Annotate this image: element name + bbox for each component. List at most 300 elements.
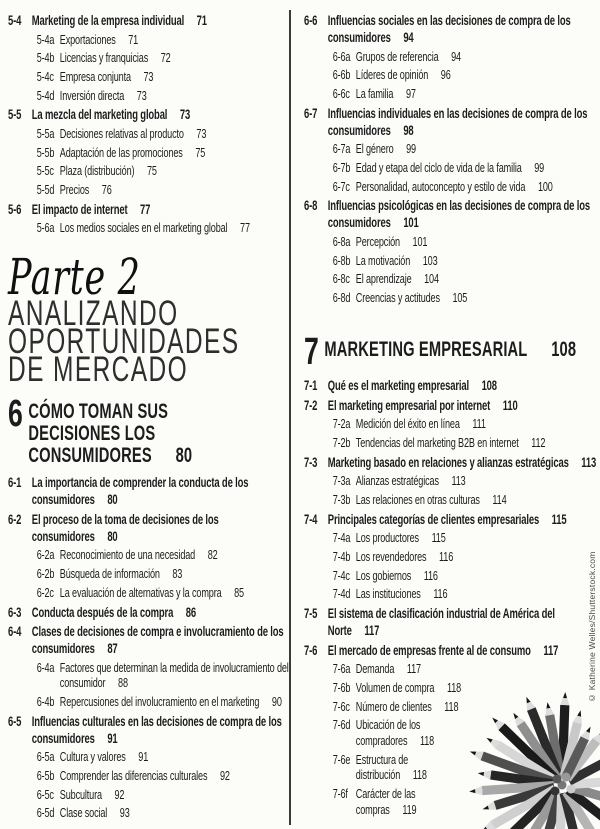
toc-entry-tail: compras 119	[355, 801, 417, 817]
toc-entry-tail: social 93	[84, 805, 130, 821]
toc-entry[interactable]	[333, 416, 599, 432]
toc-entry-tail: gobiernos 116	[372, 567, 438, 583]
toc-entry-title: Repercusiones del involucramiento en el marketing 90	[59, 694, 282, 710]
toc-entry-title: Decisiones relativas al producto 73	[59, 125, 207, 141]
toc-entry-title	[356, 661, 599, 677]
toc-entry-page: 80	[107, 528, 118, 544]
toc-entry[interactable]	[37, 694, 290, 710]
toc-entry-title: Licencias y franquicias 72	[59, 50, 171, 66]
toc-entry-page: 80	[107, 492, 118, 508]
toc-entry[interactable]	[304, 377, 599, 394]
toc-entry-tail: información 83	[114, 566, 183, 582]
toc-entry-tail: consumidores 101	[327, 215, 419, 231]
toc-entry[interactable]	[333, 271, 599, 287]
toc-entry[interactable]	[8, 12, 290, 29]
toc-entry-tail: internet 110	[456, 397, 518, 413]
toc-entry-number: 5-4c	[36, 68, 54, 84]
toc-entry-number: 7-4a	[332, 530, 351, 546]
toc-entry-number: 7-6e	[332, 751, 351, 767]
toc-entry-tail: clientes 118	[401, 698, 459, 714]
toc-entry[interactable]	[37, 768, 290, 784]
toc-entry-title: Los gobiernos 116	[355, 567, 438, 583]
toc-entry-title: La evaluación de alternativas y la compra 85	[59, 584, 244, 600]
chapter-heading[interactable]	[8, 392, 290, 467]
toc-entry-number: 7-1	[304, 378, 318, 394]
toc-entry-number: 6-8b	[332, 252, 351, 268]
toc-entry[interactable]	[37, 805, 290, 821]
toc-entry-number: 7-2a	[332, 416, 351, 432]
toc-entry-page: 108	[481, 378, 497, 394]
toc-entry-number: 6-5d	[36, 805, 55, 821]
toc-entry-page: 77	[240, 220, 250, 236]
toc-entry-tail: línea 111	[440, 416, 486, 432]
toc-entry[interactable]	[333, 530, 599, 546]
toc-entry-number: 6-5a	[36, 749, 55, 765]
toc-entry-number: 6-4b	[36, 694, 55, 710]
toc-entry-title: Los productores 115	[355, 530, 446, 546]
toc-entry-tail: culturales 92	[169, 767, 230, 783]
toc-entry[interactable]	[333, 492, 599, 508]
toc-entry-tail: individual 71	[141, 13, 207, 28]
toc-entry-page: 90	[271, 694, 282, 710]
toc-entry-page: 115	[551, 511, 567, 527]
toc-entry-number: 7-3	[304, 454, 318, 470]
toc-entry-page: 75	[146, 163, 157, 179]
toc-entry-page: 119	[402, 801, 417, 817]
toc-entry-number: 7-4d	[332, 586, 351, 602]
toc-entry-title: El marketing empresarial por internet 110	[327, 397, 518, 413]
toc-entry[interactable]	[304, 642, 599, 659]
toc-entry-tail: consumidores 80	[31, 528, 118, 544]
toc-entry-number: 7-4	[304, 511, 318, 527]
toc-entry-title: El impacto de internet 77	[31, 201, 151, 217]
toc-entry-number: 7-3a	[332, 473, 351, 489]
toc-entry-page: 85	[234, 584, 244, 600]
toc-entry-page: 116	[423, 567, 438, 583]
toc-entry[interactable]	[37, 749, 290, 765]
toc-entry[interactable]	[37, 50, 290, 66]
toc-entry[interactable]	[333, 290, 599, 306]
toc-entry-tail: internet 112	[489, 435, 546, 451]
toc-entry-number: 6-8a	[332, 233, 351, 249]
toc-entry-page: 91	[107, 730, 118, 746]
toc-entry-title: La importancia de comprender la conducta de los consumidores 80	[31, 475, 249, 508]
toc-entry-tail: género 99	[366, 141, 416, 157]
toc-column-left	[8, 10, 290, 824]
toc-entry-page: 75	[195, 144, 206, 160]
toc-entry-title: Influencias individuales en las decisiones de compra de los consumidores 98	[327, 105, 588, 138]
chapter-title	[28, 400, 192, 466]
toc-entry-number: 7-2	[304, 397, 318, 413]
toc-entry-page: 118	[419, 732, 435, 748]
chapter-number: 6	[8, 392, 23, 435]
toc-entry-tail: empresarial 108	[417, 378, 497, 394]
toc-entry-tail: compradores 118	[355, 732, 435, 748]
toc-entry-tail: culturas 114	[449, 491, 507, 507]
toc-entry-title: Empresa conjunta 73	[59, 68, 154, 84]
toc-entry[interactable]	[304, 454, 599, 471]
toc-entry-number: 7-4b	[332, 548, 351, 564]
toc-entry[interactable]	[333, 160, 599, 176]
toc-entry-page: 71	[128, 31, 139, 47]
toc-entry[interactable]	[37, 585, 290, 601]
toc-entry[interactable]	[37, 566, 290, 582]
toc-entry-tail: compra 118	[404, 679, 462, 695]
toc-entry-title: Medición del éxito en línea 111	[355, 416, 486, 432]
part-title-line: ANALIZANDO	[8, 293, 179, 333]
toc-entry-number: 6-6c	[332, 85, 350, 101]
toc-entry-page: 111	[472, 416, 486, 432]
toc-entry-title: La motivación 103	[355, 252, 438, 268]
toc-entry-page: 103	[422, 252, 438, 268]
toc-entry[interactable]	[333, 67, 599, 83]
toc-entry[interactable]	[333, 253, 599, 269]
toc-entry-title: Influencias culturales en las decisiones de compra de los consumidores 91	[31, 713, 282, 746]
toc-entry-page: 118	[444, 698, 459, 714]
column-divider	[289, 10, 291, 825]
toc-entry-title: Grupos de referencia 94	[355, 48, 461, 64]
toc-entry-number: 5-4b	[36, 50, 55, 66]
toc-entry-tail: Demanda 117	[355, 661, 421, 677]
toc-entry-number: 5-5	[8, 107, 22, 123]
toc-entry[interactable]	[304, 105, 599, 139]
toc-entry-tail: consumidores 80	[31, 492, 118, 508]
toc-entry-title: Influencias psicológicas en las decisiones de compra de los consumidores 101	[327, 198, 591, 231]
toc-entry-tail: revendedores 116	[372, 548, 454, 564]
toc-entry-title: Adaptación de las promociones 75	[59, 144, 206, 160]
toc-entry[interactable]	[333, 141, 599, 157]
toc-entry[interactable]	[37, 660, 290, 691]
toc-entry-page: 91	[138, 749, 149, 765]
toc-entry-title: Número de clientes 118	[355, 698, 459, 714]
toc-entry-page: 118	[412, 767, 427, 783]
toc-entry-tail: consumidores 91	[31, 730, 118, 746]
toc-entry-page: 76	[101, 182, 112, 198]
toc-entry-number: 6-8	[304, 198, 318, 214]
toc-entry-title	[60, 32, 290, 48]
toc-entry-tail: marketing 90	[220, 694, 282, 710]
toc-entry-number: 5-6	[8, 201, 22, 217]
toc-entry-page: 98	[403, 122, 414, 138]
toc-entry-tail: franquicias 72	[105, 50, 171, 66]
toc-entry-title: Clase social 93	[59, 805, 130, 821]
toc-entry-number: 5-4	[8, 13, 22, 28]
toc-entry-page: 110	[502, 397, 518, 413]
toc-entry-tail: promociones 75	[132, 144, 206, 160]
toc-entry-number: 6-6b	[332, 67, 351, 83]
toc-entry-tail: distribución 118	[355, 767, 427, 783]
toc-entry-tail: internet 77	[93, 201, 151, 217]
chapter-page: 80	[175, 443, 193, 467]
toc-entry-page: 73	[196, 125, 207, 141]
toc-entry-number: 5-4a	[36, 31, 55, 47]
toc-entry-page: 96	[440, 67, 451, 83]
toc-entry-tail: (distribución) 75	[84, 163, 157, 179]
toc-entry-tail: global 77	[203, 220, 250, 236]
toc-entry-tail: consumidores 87	[31, 641, 118, 657]
toc-entry-page: 73	[179, 107, 191, 123]
toc-entry-page: 77	[140, 201, 151, 217]
toc-entry-number: 7-6d	[332, 717, 351, 733]
toc-entry[interactable]	[304, 397, 599, 414]
toc-entry-tail: Subcultura 92	[59, 786, 125, 802]
toc-entry-number: 6-7	[304, 105, 318, 121]
toc-entry-tail: productores 115	[372, 530, 446, 546]
toc-entry[interactable]	[304, 511, 599, 528]
toc-entry-tail: consumo 117	[489, 642, 559, 658]
chapter-title-line: MARKETING EMPRESARIAL 108	[324, 337, 577, 361]
toc-entry-number: 7-5	[304, 606, 318, 622]
part-title-line: OPORTUNIDADES	[8, 321, 240, 361]
toc-entry-title: Alianzas estratégicas 113	[355, 473, 466, 489]
toc-entry[interactable]	[333, 568, 599, 584]
toc-entry[interactable]	[37, 163, 290, 179]
toc-entry-title: Las relaciones en otras culturas 114	[355, 491, 507, 507]
toc-entry-number: 6-4	[8, 624, 22, 640]
toc-entry-page: 93	[119, 805, 130, 821]
toc-entry-tail: estratégicas 113	[391, 473, 466, 489]
toc-entry-number: 5-5a	[36, 125, 55, 141]
toc-entry-title: Plaza (distribución) 75	[59, 163, 157, 179]
toc-entry[interactable]	[333, 179, 599, 195]
toc-entry-title: El mercado de empresas frente al de consumo 117	[327, 642, 559, 658]
toc-entry-title: Comprender las diferencias culturales 92	[59, 767, 230, 783]
toc-entry-number: 7-6f	[332, 786, 348, 802]
toc-entry-tail: familia 97	[368, 85, 416, 101]
toc-entry-title: Influencias sociales en las decisiones de compra de los consumidores 94	[327, 13, 571, 45]
toc-entry-number: 7-4c	[332, 567, 350, 583]
chapter-number: 7	[304, 330, 319, 373]
toc-entry[interactable]	[37, 126, 290, 142]
toc-entry-page: 115	[431, 530, 446, 546]
toc-entry-number: 6-1	[8, 475, 22, 491]
toc-entry[interactable]	[333, 661, 599, 677]
toc-entry-tail: Norte 117	[327, 623, 380, 639]
toc-entry-number: 5-5c	[36, 163, 54, 179]
pencils-photo	[455, 688, 600, 829]
toc-entry-title: La familia 97	[355, 85, 416, 101]
toc-entry[interactable]	[37, 32, 290, 48]
toc-entry-tail: producto 73	[149, 125, 207, 141]
toc-entry-number: 6-2b	[36, 566, 55, 582]
toc-entry-title: Ubicación de los compradores 118	[355, 717, 435, 748]
toc-entry-number: 5-6a	[36, 220, 55, 236]
toc-entry[interactable]	[37, 88, 290, 104]
toc-entry-tail: instituciones 116	[372, 586, 448, 602]
toc-entry-page: 99	[534, 159, 545, 175]
toc-entry[interactable]	[37, 69, 290, 85]
toc-entry-page: 101	[412, 233, 428, 249]
toc-entry[interactable]	[333, 49, 599, 65]
toc-entry-number: 5-5b	[36, 144, 55, 160]
toc-entry-title	[60, 787, 290, 803]
toc-entry-page: 112	[531, 435, 546, 451]
toc-entry[interactable]	[8, 623, 290, 657]
toc-entry[interactable]	[8, 511, 290, 545]
toc-entry-tail: familia 99	[496, 159, 545, 175]
toc-entry-tail: consumidores 98	[327, 122, 414, 138]
toc-entry-page: 116	[433, 586, 448, 602]
toc-entry-title: Líderes de opinión 96	[355, 67, 451, 83]
toc-entry-title: Inversión directa 73	[59, 87, 147, 103]
toc-entry-number: 6-4a	[36, 659, 55, 675]
toc-entry-title: El género 99	[355, 141, 416, 157]
toc-entry-tail: aprendizaje 104	[366, 271, 439, 287]
toc-entry-tail: Precios 76	[59, 182, 112, 198]
toc-entry-page: 73	[136, 87, 147, 103]
toc-entry-page: 113	[581, 454, 597, 470]
toc-entry-title: Los medios sociales en el marketing global 77	[59, 220, 250, 236]
toc-entry-page: 117	[543, 642, 559, 658]
toc-entry-number: 6-6	[304, 13, 318, 28]
toc-entry-tail: consumidor 88	[59, 675, 128, 691]
toc-entry-title: Búsqueda de información 83	[59, 566, 183, 582]
toc-entry-tail: empresariales 115	[477, 511, 567, 527]
toc-entry-page: 104	[424, 271, 439, 287]
toc-entry-page: 100	[537, 178, 553, 194]
toc-entry-page: 101	[403, 215, 419, 231]
toc-entry-page: 105	[452, 289, 468, 305]
chapter-title-line: CONSUMIDORES 80	[28, 443, 193, 467]
part-label: Parte 2	[8, 247, 141, 306]
toc-entry-page: 86	[185, 604, 197, 620]
toc-entry-tail: vida 100	[509, 178, 553, 194]
toc-entry[interactable]	[333, 549, 599, 565]
toc-entry[interactable]	[333, 435, 599, 451]
toc-entry-title: Volumen de compra 118	[355, 679, 462, 695]
toc-entry[interactable]	[37, 787, 290, 803]
toc-entry-title: Qué es el marketing empresarial 108	[327, 378, 497, 394]
toc-entry-tail: estratégicas 113	[515, 454, 597, 470]
toc-entry-title: Clases de decisiones de compra e involucramiento de los consumidores 87	[31, 624, 284, 657]
toc-entry-page: 94	[451, 48, 461, 64]
toc-entry-title: El sistema de clasificación industrial de América del Norte 117	[327, 606, 555, 639]
toc-entry-number: 7-6a	[332, 661, 351, 677]
toc-entry-tail: motivación 103	[368, 252, 438, 268]
toc-entry[interactable]	[8, 201, 290, 218]
toc-entry[interactable]	[8, 106, 290, 123]
toc-entry-title: Creencias y actitudes 105	[355, 289, 468, 305]
toc-entry-tail: necesidad 82	[154, 547, 218, 563]
toc-entry-number: 6-2c	[36, 584, 54, 600]
toc-entry-tail: Exportaciones 71	[59, 31, 139, 47]
toc-entry-tail: referencia 94	[399, 48, 461, 64]
toc-entry-page: 88	[118, 675, 128, 691]
toc-entry-title: Tendencias del marketing B2B en internet 112	[355, 435, 546, 451]
toc-entry-page: 117	[364, 623, 380, 639]
toc-entry-number: 6-7b	[332, 159, 351, 175]
toc-entry-number: 6-6a	[332, 48, 351, 64]
toc-entry-number: 7-6b	[332, 679, 351, 695]
part-title-line: DE MERCADO	[8, 349, 189, 389]
toc-entry-tail: compra 86	[139, 604, 197, 620]
toc-entry[interactable]	[8, 713, 290, 747]
toc-entry-number: 6-8c	[332, 271, 350, 287]
toc-entry-number: 6-5c	[36, 786, 54, 802]
toc-entry-number: 6-2a	[36, 547, 55, 563]
chapter-title-line: DECISIONES LOS	[28, 421, 156, 445]
toc-entry-tail: conjunta 73	[97, 68, 154, 84]
toc-entry-title: El proceso de la toma de decisiones de los consumidores 80	[31, 511, 219, 544]
toc-entry[interactable]	[333, 234, 599, 250]
toc-entry-title: Estructura de distribución 118	[355, 751, 427, 783]
toc-entry-tail: consumidores 94	[327, 30, 414, 45]
toc-entry-number: 5-4d	[36, 87, 55, 103]
toc-entry-tail: valores 91	[97, 749, 149, 765]
toc-entry-title: Reconocimiento de una necesidad 82	[59, 547, 218, 563]
toc-entry-page: 71	[196, 13, 207, 28]
toc-entry-page: 73	[143, 68, 154, 84]
toc-entry-page: 94	[403, 30, 414, 45]
toc-entry-page: 83	[172, 566, 183, 582]
chapter-title	[324, 338, 576, 361]
toc-entry-title: Factores que determinan la medida de involucramiento del consumidor 88	[59, 659, 289, 691]
toc-entry-tail: Percepción 101	[355, 233, 428, 249]
part-heading	[8, 247, 290, 389]
toc-entry-title: Edad y etapa del ciclo de vida de la familia 99	[355, 159, 545, 175]
toc-entry-title: Cultura y valores 91	[59, 749, 149, 765]
toc-entry-number: 6-3	[8, 604, 22, 620]
toc-entry[interactable]	[37, 547, 290, 563]
toc-entry[interactable]	[37, 145, 290, 161]
toc-entry[interactable]	[8, 474, 290, 508]
toc-entry-number: 5-5d	[36, 182, 55, 198]
toc-entry-number: 6-5b	[36, 767, 55, 783]
toc-entry[interactable]	[333, 586, 599, 602]
toc-entry-title: Marketing basado en relaciones y alianzas estratégicas 113	[327, 454, 597, 470]
toc-entry-title: Las instituciones 116	[355, 586, 448, 602]
toc-entry-page: 72	[160, 50, 171, 66]
toc-entry-page: 97	[405, 85, 416, 101]
toc-entry[interactable]	[304, 605, 599, 639]
toc-entry-title: Personalidad, autoconcepto y estilo de vida 100	[355, 178, 553, 194]
toc-entry-tail: compra 85	[192, 584, 244, 600]
toc-entry-number: 7-3b	[332, 491, 351, 507]
toc-entry-title: Marketing de la empresa individual 71	[31, 13, 207, 28]
toc-entry-tail: opinión 96	[399, 67, 451, 83]
toc-entry-page: 99	[406, 141, 416, 157]
toc-entry-title: Los revendedores 116	[355, 548, 454, 564]
toc-entry-title: La mezcla del marketing global 73	[31, 107, 191, 123]
toc-entry[interactable]	[8, 604, 290, 621]
toc-entry-tail: global 73	[140, 107, 191, 123]
chapter-heading[interactable]	[304, 330, 599, 373]
toc-entry-title	[60, 182, 290, 198]
toc-entry-page: 114	[492, 491, 507, 507]
chapter-page: 108	[551, 337, 577, 361]
toc-entry-page: 113	[451, 473, 466, 489]
toc-entry-page: 117	[406, 661, 421, 677]
toc-entry-number: 6-5	[8, 713, 22, 729]
toc-entry-page: 87	[107, 641, 118, 657]
toc-entry-number: 6-8d	[332, 289, 351, 305]
toc-entry-title	[356, 234, 599, 250]
toc-entry[interactable]	[304, 197, 599, 231]
toc-entry[interactable]	[333, 473, 599, 489]
toc-entry[interactable]	[37, 220, 290, 236]
chapter-title-line: CÓMO TOMAN SUS	[28, 399, 169, 423]
toc-entry[interactable]	[37, 182, 290, 198]
toc-entry-tail: actitudes 105	[404, 289, 468, 305]
toc-entry[interactable]	[333, 86, 599, 102]
toc-entry-number: 6-7a	[332, 141, 351, 157]
toc-entry-title: El aprendizaje 104	[355, 271, 439, 287]
toc-entry-number: 7-6c	[332, 698, 350, 714]
toc-entry-number: 7-6	[304, 642, 318, 658]
toc-entry-page: 118	[446, 679, 462, 695]
toc-entry-tail: directa 73	[97, 87, 147, 103]
toc-entry[interactable]	[304, 12, 599, 46]
